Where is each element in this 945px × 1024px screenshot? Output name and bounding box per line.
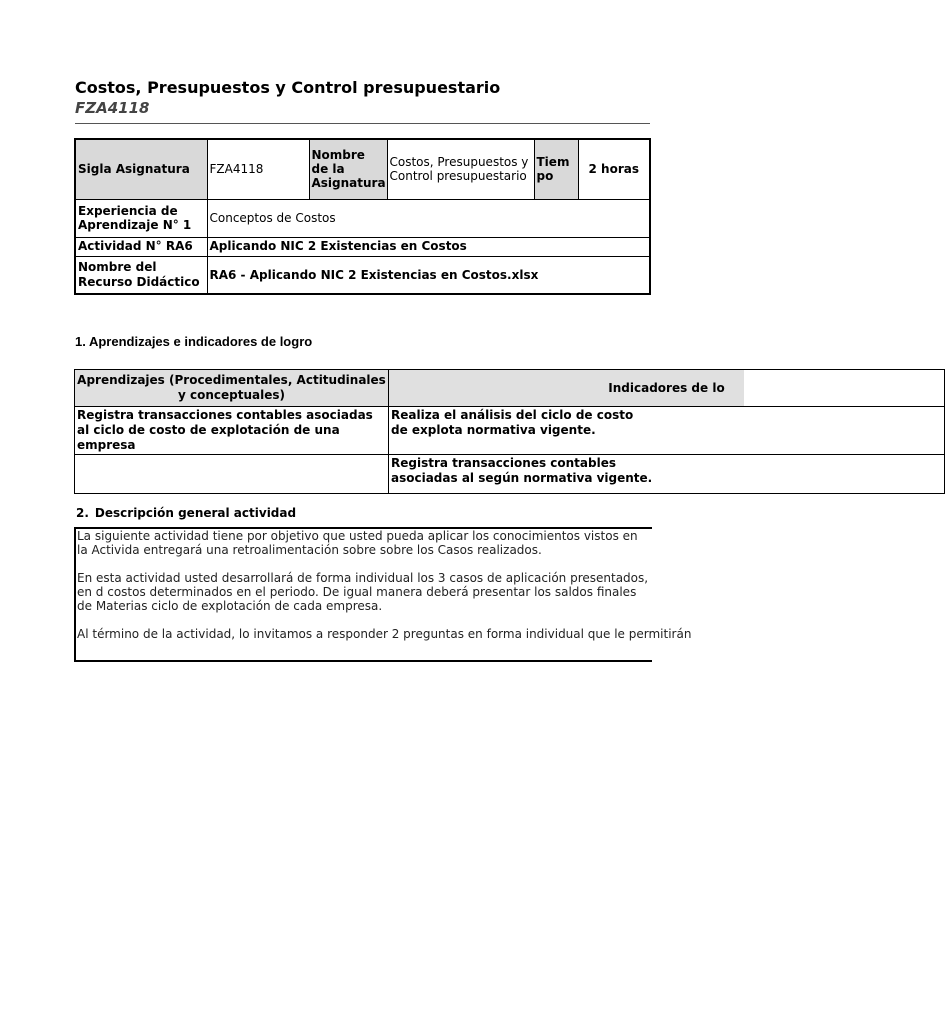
section2-number: 2.: [76, 506, 89, 520]
aprendizaje-cell: [75, 455, 389, 494]
tiempo-label: Tiempo: [534, 139, 578, 199]
section1-heading: 1. Aprendizajes e indicadores de logro: [75, 334, 313, 349]
aprendizajes-header: Aprendizajes (Procedimentales, Actitudinales y conceptuales): [75, 370, 389, 407]
description-paragraph: La siguiente actividad tiene por objetivo que usted pueda aplicar los conocimientos vistos en la Activida entregará una retroalimentación sobre sobre los Casos realizados.: [77, 529, 638, 557]
indicador-text: Realiza el análisis del ciclo de costo de explota normativa vigente.: [391, 408, 634, 437]
indicador-text: Registra transacciones contables asociadas al según normativa vigente.: [391, 456, 653, 485]
title-divider: [75, 123, 650, 124]
table-row: [75, 455, 945, 494]
actividad-value: Aplicando NIC 2 Existencias en Costos: [207, 237, 650, 256]
tiempo-value: 2 horas: [578, 139, 650, 199]
section2-heading: [76, 506, 302, 520]
indicadores-header: Indicadores de lo: [389, 370, 945, 407]
sigla-value: FZA4118: [207, 139, 309, 199]
recurso-value: RA6 - Aplicando NIC 2 Existencias en Costos.xlsx: [207, 256, 650, 294]
table-row: [75, 407, 945, 455]
learning-table-viewport: [74, 369, 725, 485]
sigla-label: Sigla Asignatura: [75, 139, 207, 199]
recurso-label: Nombre del Recurso Didáctico: [75, 256, 207, 294]
section2-title: Descripción general actividad: [94, 506, 297, 520]
description-paragraph: En esta actividad usted desarrollará de forma individual los 3 casos de aplicación presentados, en d costos determinados en el periodo. De igual manera deberá presentar los saldos finales de Materias ciclo de explotación de cada empresa.: [77, 571, 649, 613]
course-code: FZA4118: [75, 99, 150, 117]
sigla-row: [75, 139, 650, 199]
document-title: Costos, Presupuestos y Control presupuestario: [75, 78, 501, 97]
experiencia-label: Experiencia de Aprendizaje N° 1: [75, 199, 207, 237]
indicador-cell: [389, 455, 945, 494]
description-paragraph: Al término de la actividad, lo invitamos a responder 2 preguntas en forma individual que le permitirán: [77, 627, 692, 641]
nombre-label: Nombre de la Asignatura: [309, 139, 387, 199]
recurso-row: [75, 256, 650, 294]
indicador-cell: [389, 407, 945, 455]
nombre-value: Costos, Presupuestos y Control presupuestario: [387, 139, 534, 199]
course-info-table: [74, 138, 651, 295]
activity-description-box: [74, 527, 692, 662]
actividad-row: [75, 237, 650, 256]
learning-header-row: [75, 370, 945, 407]
actividad-label: Actividad N° RA6: [75, 237, 207, 256]
experiencia-value: Conceptos de Costos: [207, 199, 650, 237]
experiencia-row: [75, 199, 650, 237]
learning-outcomes-table: [74, 369, 945, 494]
aprendizaje-cell: Registra transacciones contables asociadas al ciclo de costo de explotación de una empresa: [75, 407, 389, 455]
